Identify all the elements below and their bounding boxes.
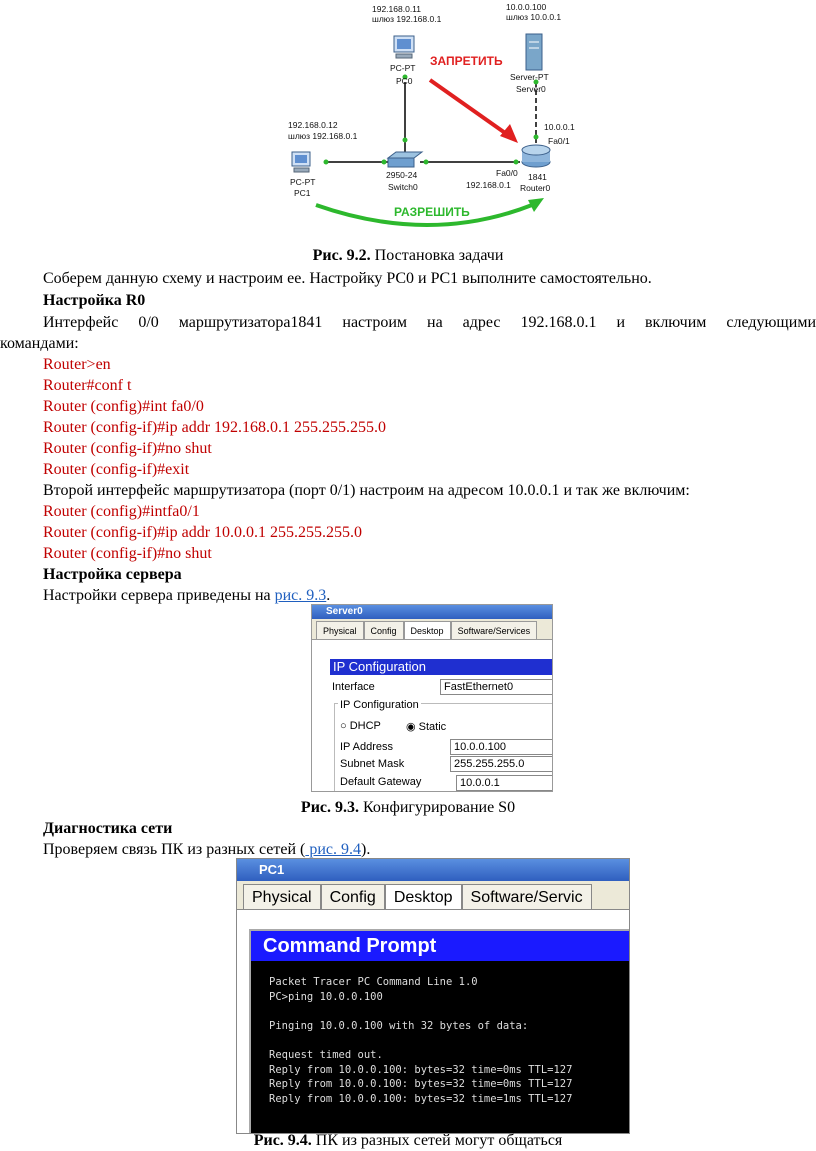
static-radio[interactable]: ◉ Static: [406, 721, 447, 733]
router-model: 1841: [528, 172, 547, 182]
router-fa01-ip: 10.0.0.1: [544, 122, 575, 132]
tab-desktop[interactable]: Desktop: [404, 621, 451, 639]
pc0-ip: 192.168.0.11: [372, 4, 421, 14]
router-name: Router0: [520, 183, 551, 193]
tab-config[interactable]: Config: [364, 621, 404, 639]
fig92-caption: Рис. 9.2. Постановка задачи: [312, 247, 504, 264]
fig93-link[interactable]: рис. 9.3: [274, 587, 327, 604]
ip-config-header: IP Configuration: [330, 659, 553, 675]
tab-desktop[interactable]: Desktop: [385, 884, 462, 909]
server-titlebar: Server0: [312, 605, 552, 619]
tab-software[interactable]: Software/Services: [451, 621, 538, 639]
cmd-2-2: Router (config-if)#ip addr 10.0.0.1 255.255.255.0: [43, 524, 363, 541]
subnet-mask-label: Subnet Mask: [340, 758, 405, 770]
network-diagram: [270, 0, 590, 235]
command-prompt-header: Command Prompt: [251, 931, 630, 961]
gateway-label: Default Gateway: [340, 776, 422, 788]
server-tabs: [312, 619, 552, 640]
server-ip: 10.0.0.100: [506, 2, 547, 12]
router-fa00-ip: 192.168.0.1: [466, 180, 511, 190]
ip-address-label: IP Address: [340, 741, 393, 753]
heading-server: Настройка сервера: [43, 566, 182, 583]
tab-physical[interactable]: Physical: [316, 621, 364, 639]
router-icon: [522, 145, 550, 167]
server-icon: [526, 34, 542, 70]
allow-label: РАЗРЕШИТЬ: [394, 205, 470, 219]
ip-address-input[interactable]: 10.0.0.100: [450, 739, 553, 755]
pc0-gw: шлюз 192.168.0.1: [372, 14, 442, 24]
tab-config[interactable]: Config: [321, 884, 385, 909]
server-type: Server-PT: [510, 72, 549, 82]
para-2b: командами:: [0, 335, 79, 352]
para-5: Проверяем связь ПК из разных сетей ( рис. 9.4).: [43, 841, 371, 858]
para-1: Соберем данную схему и настроим ее. Настройку PC0 и PC1 выполните самостоятельно.: [43, 270, 652, 287]
dhcp-radio[interactable]: ○ DHCP: [340, 720, 381, 732]
pc1-gw: шлюз 192.168.0.1: [288, 131, 358, 141]
deny-label: ЗАПРЕТИТЬ: [430, 54, 503, 68]
router-fa01: Fa0/1: [548, 136, 570, 146]
gateway-input[interactable]: 10.0.0.1: [456, 775, 553, 791]
cmd-1-5: Router (config-if)#no shut: [43, 440, 212, 457]
cmd-1-4: Router (config-if)#ip addr 192.168.0.1 255.255.255.0: [43, 419, 387, 436]
cmd-2-3: Router (config-if)#no shut: [43, 545, 212, 562]
switch-model: 2950-24: [386, 170, 418, 180]
router-fa00: Fa0/0: [496, 168, 518, 178]
pc1-tabs: [237, 881, 629, 910]
cmd-1-1: Router>en: [43, 356, 111, 373]
deny-arrow-icon: [500, 124, 518, 143]
fig94-caption: Рис. 9.4. ПК из разных сетей могут общаться: [253, 1132, 563, 1149]
fig94-link[interactable]: рис. 9.4: [305, 841, 362, 858]
pc0-name: PC0: [396, 76, 413, 86]
heading-r0: Настройка R0: [43, 292, 146, 309]
para-2a: Интерфейс 0/0 маршрутизатора1841 настроим на адрес 192.168.0.1 и включим следующими: [43, 314, 816, 331]
cmd-1-6: Router (config-if)#exit: [43, 461, 190, 478]
pc0-icon: [394, 36, 414, 58]
cmd-2-1: Router (config)#intfa0/1: [43, 503, 200, 520]
pc0-type: PC-PT: [390, 63, 416, 73]
server-name: Server0: [516, 84, 546, 94]
pc1-titlebar: PC1: [237, 859, 629, 881]
pc1-type: PC-PT: [290, 177, 316, 187]
pc1-ip: 192.168.0.12: [288, 120, 338, 130]
cmd-1-2: Router#conf t: [43, 377, 132, 394]
fig93-caption: Рис. 9.3. Конфигурирование S0: [300, 799, 516, 816]
para-3: Второй интерфейс маршрутизатора (порт 0/1) настроим на адресом 10.0.0.1 и так же включим:: [43, 482, 690, 499]
interface-label: Interface: [332, 681, 375, 693]
para-4: Настройки сервера приведены на рис. 9.3.: [43, 587, 331, 604]
pc1-window: [236, 858, 630, 1134]
pc1-name: PC1: [294, 188, 311, 198]
tab-physical[interactable]: Physical: [243, 884, 321, 909]
interface-select[interactable]: FastEthernet0: [440, 679, 553, 695]
subnet-mask-input[interactable]: 255.255.255.0: [450, 756, 553, 772]
tab-software[interactable]: Software/Servic: [462, 884, 592, 909]
server-gw: шлюз 10.0.0.1: [506, 12, 562, 22]
switch-icon: [388, 152, 422, 167]
command-prompt[interactable]: [249, 929, 630, 1134]
server-window: [311, 604, 553, 792]
cmd-1-3: Router (config)#int fa0/0: [43, 398, 204, 415]
switch-name: Switch0: [388, 182, 418, 192]
ip-config-group-label: IP Configuration: [340, 699, 419, 711]
heading-diag: Диагностика сети: [43, 820, 173, 837]
terminal-output: Packet Tracer PC Command Line 1.0 PC>ping 10.0.0.100 Pinging 10.0.0.100 with 32 bytes of data: Request timed out. Reply from 10.0.0.100: bytes=32 time=0ms TTL=127 Reply from 10.0.0.100: bytes=32 time=0ms TTL=127 Reply from 10.0.0.100: bytes=32 time=1ms TTL=127: [269, 976, 573, 1105]
pc1-icon: [292, 152, 310, 172]
